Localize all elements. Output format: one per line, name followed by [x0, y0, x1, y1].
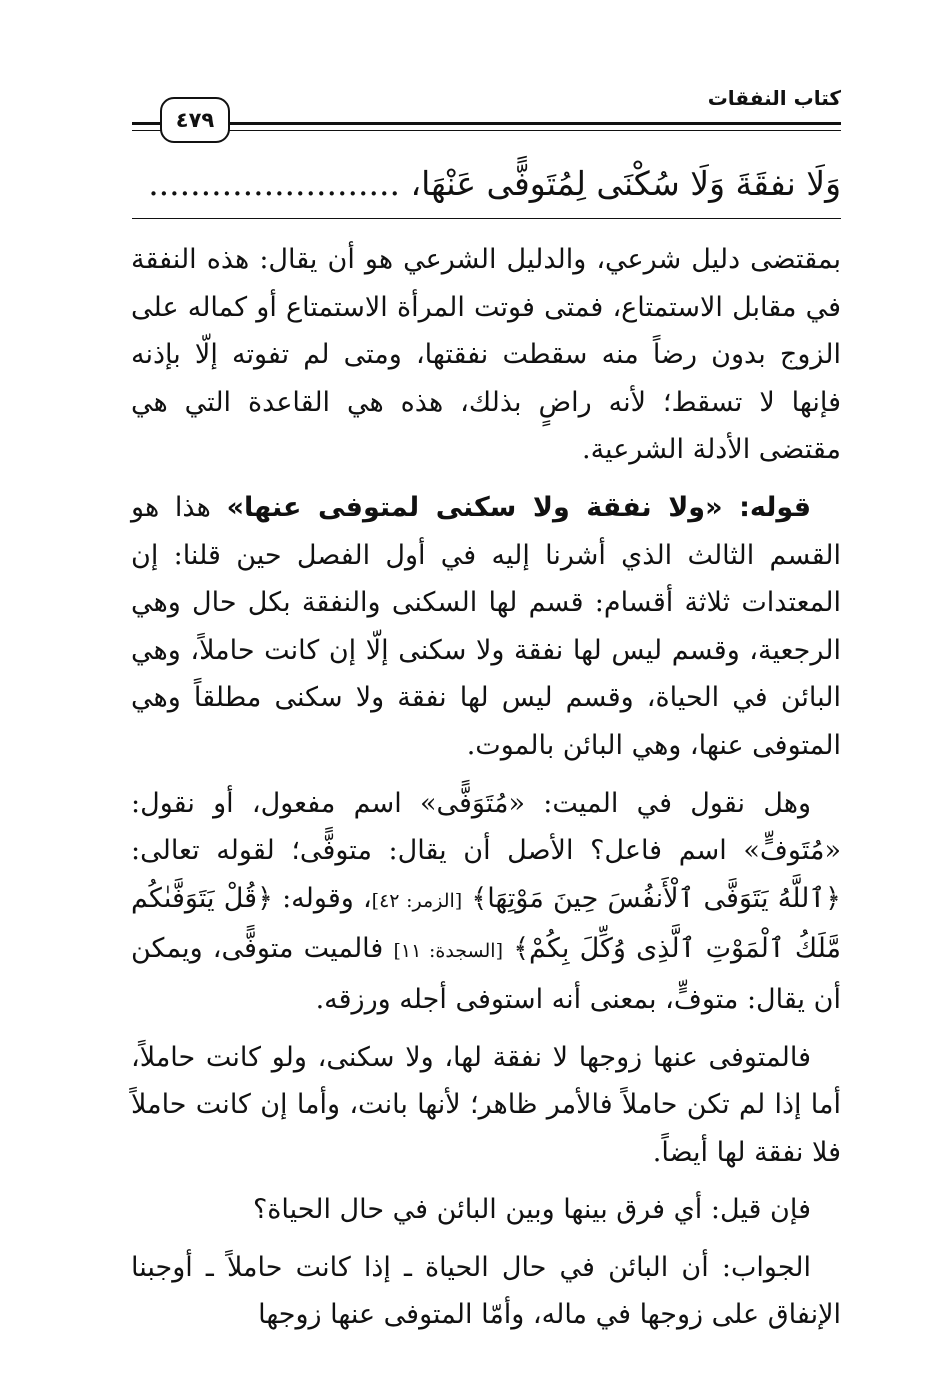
quran-verse-1: ﴿ٱللَّهُ يَتَوَفَّى ٱلْأَنفُسَ حِينَ مَوْتِهَا﴾ — [471, 882, 841, 914]
header-rule-left-thick — [132, 122, 162, 125]
matn-text: وَلَا نفقَةَ وَلَا سُكْنَى لِمُتَوفًّى عَنْهَا، — [410, 164, 841, 203]
paragraph-3 — [131, 780, 841, 1024]
paragraph-5: فإن قيل: أي فرق بينها وبين البائن في حال الحياة؟ — [252, 1194, 811, 1226]
header-rule-right-thin — [228, 130, 841, 131]
paragraph-3-part2: ، وقوله: — [272, 882, 372, 914]
paragraph-2-lead: قوله: «ولا نفقة ولا سكنى لمتوفى عنها» — [226, 491, 811, 523]
page-number: ٤٧٩ — [175, 108, 215, 132]
paragraph-3-part1: وهل نقول في الميت: «مُتَوَفًّى» اسم مفعول، أو نقول: «مُتَوفٍّ» اسم فاعل؟ الأصل أن يقال: متوفًّى؛ لقوله تعالى: — [131, 787, 841, 867]
paragraph-4: فالمتوفى عنها زوجها لا نفقة لها، ولا سكنى، ولو كانت حاملاً، أما إذا لم تكن حاملاً فالأمر ظاهر؛ لأنها بانت، وأما إن كانت حاملاً فلا نفقة لها أيضاً. — [131, 1041, 841, 1168]
header-rule-right-thick — [228, 122, 841, 125]
verse-reference-1: [الزمر: ٤٢] — [371, 889, 463, 912]
matn-line — [121, 158, 841, 210]
commentary-body — [131, 236, 841, 1349]
page-number-badge — [160, 97, 230, 143]
paragraph-1: بمقتضى دليل شرعي، والدليل الشرعي هو أن يقال: هذه النفقة في مقابل الاستمتاع، فمتى فوتت المرأة الاستمتاع أو كماله على الزوج بدون رضاً منه سقطت نفقتها، ومتى لم تفوته إلّا بإذنه فإنها لا تسقط؛ لأنه راضٍ بذلك، هذه هي القاعدة التي هي مقتضى الأدلة الشرعية. — [131, 244, 841, 466]
matn-divider — [132, 218, 841, 219]
running-title: كتاب النفقات — [707, 86, 841, 110]
paragraph-2-text: هذا هو القسم الثالث الذي أشرنا إليه في أول الفصل حين قلنا: إن المعتدات ثلاثة أقسام: قسم لها السكنى والنفقة بكل حال وهي الرجعية، وقسم ليس لها نفقة ولا سكنى إلّا إن كانت حاملاً، وهي البائن في الحياة، وقسم ليس لها نفقة ولا سكنى مطلقاً وهي المتوفى عنها، وهي البائن بالموت. — [131, 491, 841, 761]
verse-reference-2: [السجدة: ١١] — [393, 940, 503, 963]
paragraph-2 — [131, 484, 841, 770]
header-rule-left-thin — [132, 130, 162, 131]
matn-dots: ........................ — [148, 164, 400, 203]
quran-verse-2: ﴿قُلْ يَتَوَفَّىٰكُم مَّلَكُ ٱلْمَوْتِ ٱلَّذِى وُكِّلَ بِكُمْ﴾ — [131, 882, 841, 965]
paragraph-6: الجواب: أن البائن في حال الحياة ـ إذا كانت حاملاً ـ أوجبنا الإنفاق على زوجها في ماله، وأمّا المتوفى عنها زوجها — [131, 1251, 841, 1331]
paragraph-3-part3: فالميت متوفًّى، ويمكن أن يقال: متوفٍّ، بمعنى أنه استوفى أجله ورزقه. — [131, 933, 841, 1015]
